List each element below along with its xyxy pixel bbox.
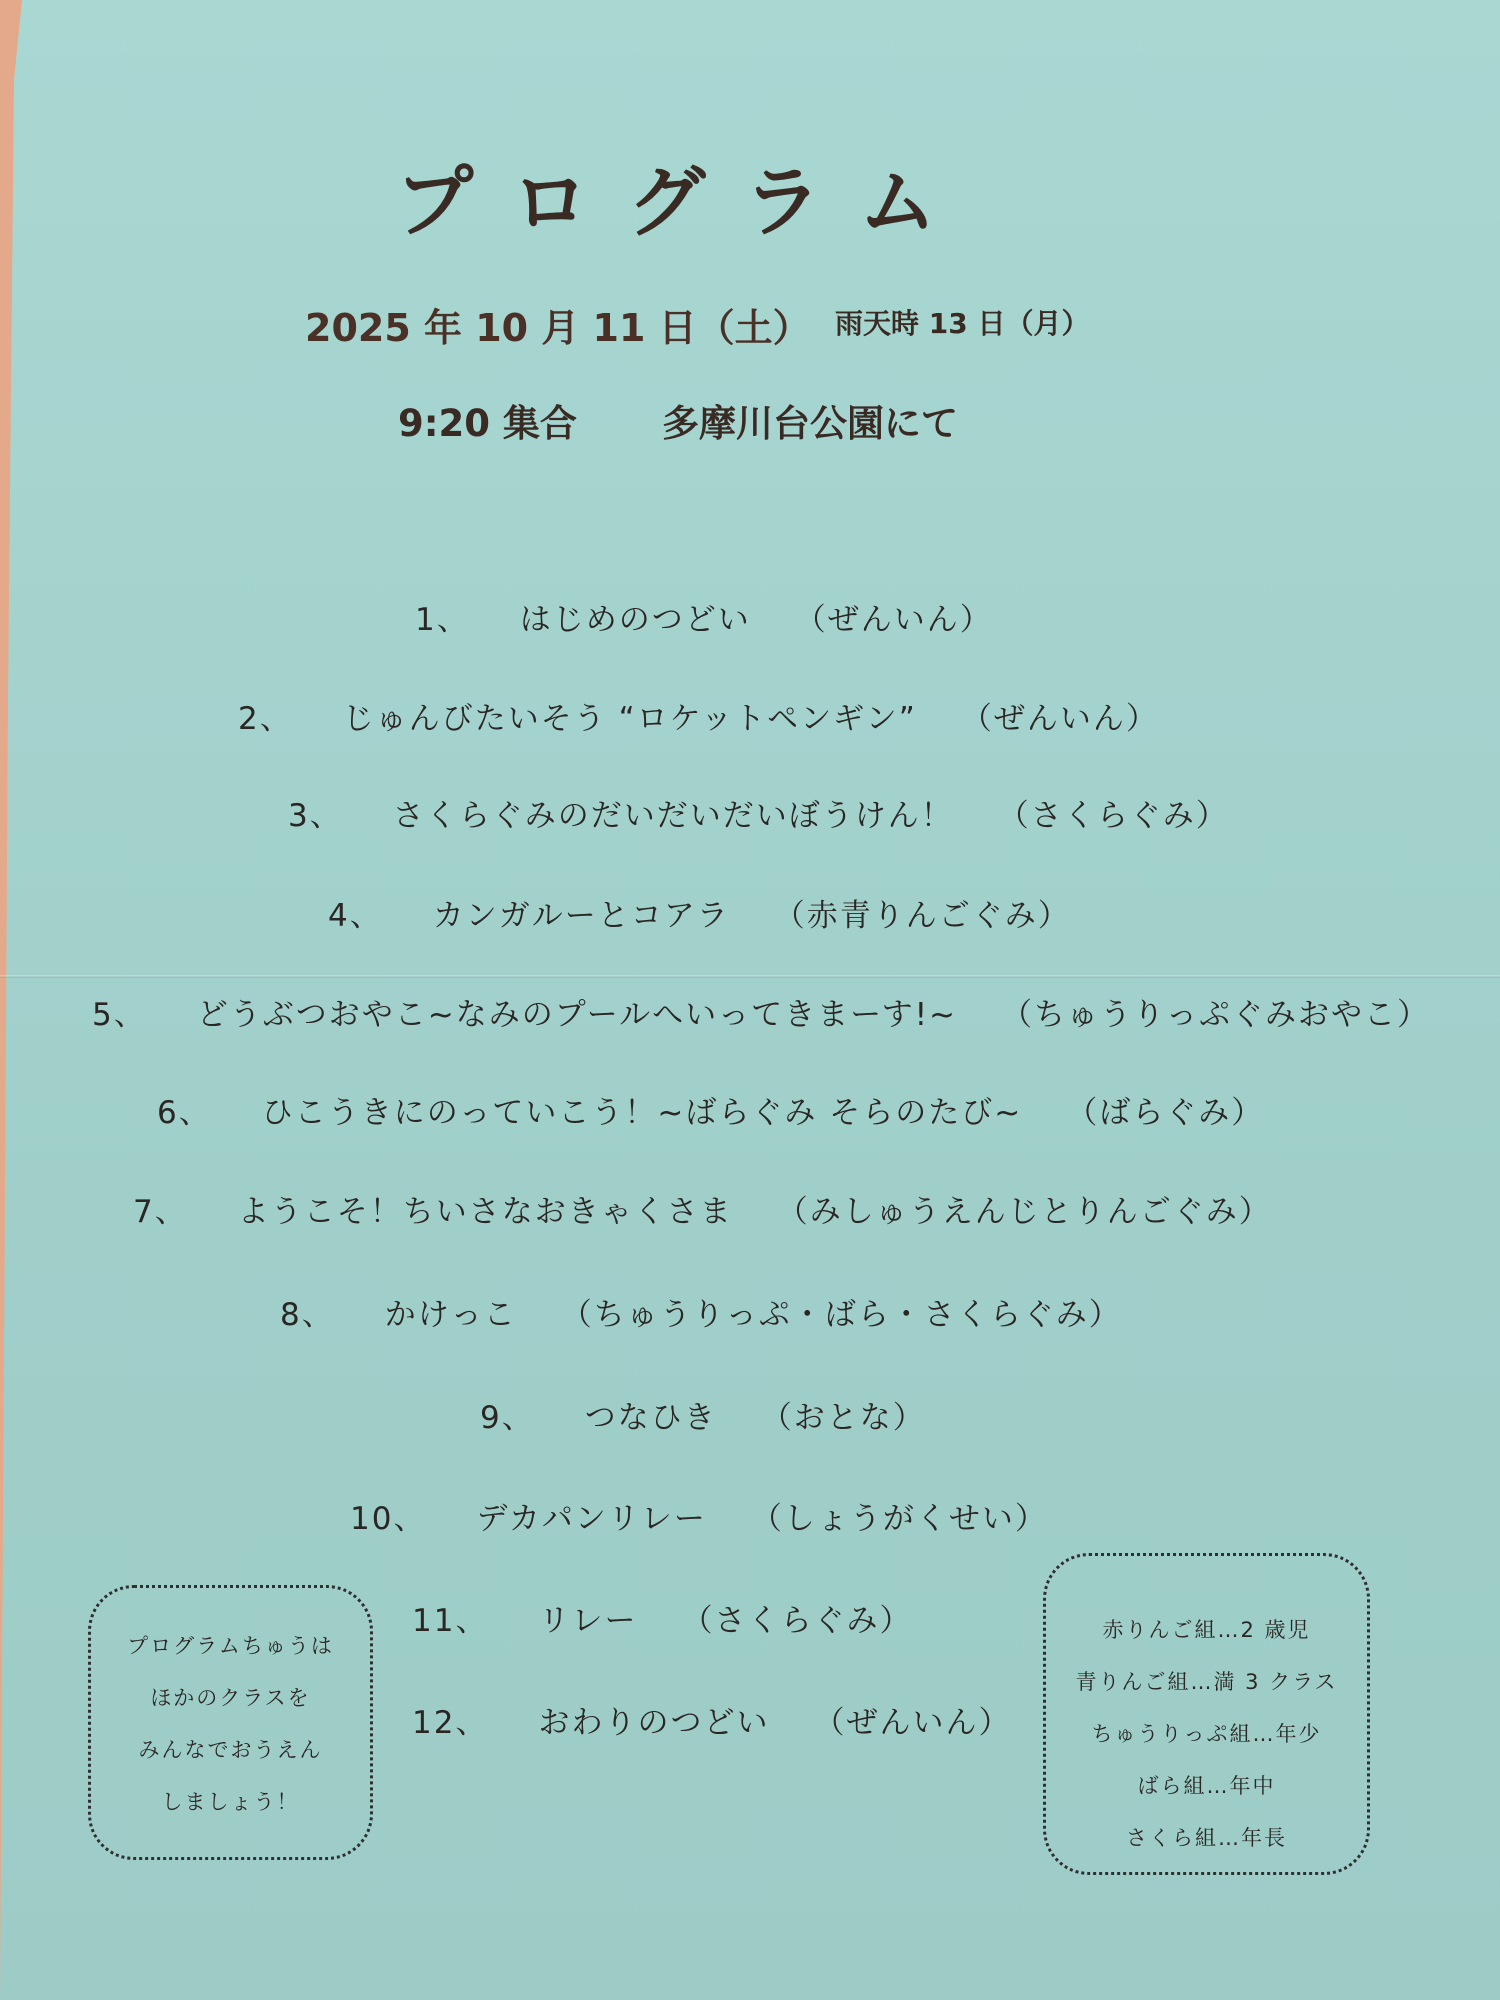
program-item-1 (415, 594, 993, 639)
class-legend-line: 青りんご組…満 3 クラス (1075, 1670, 1338, 1694)
program-item-6 (157, 1087, 1264, 1132)
program-name: デカパンリレー (476, 1501, 707, 1537)
program-number: 5、 (92, 997, 147, 1033)
program-name: ようこそ！ちいさなおきゃくさま (237, 1194, 733, 1230)
program-name: どうぶつおやこ~なみのプールへいってきまーす!~ (196, 997, 958, 1033)
program-name: カンガルーとコアラ (432, 898, 730, 934)
program-group: （ちゅうりっぷ・ばら・さくらぐみ） (560, 1297, 1122, 1333)
assembly-time: 9:20 集合 (398, 402, 577, 445)
program-number: 3、 (288, 798, 343, 834)
program-item-5 (92, 989, 1430, 1034)
note-line: しましょう！ (161, 1790, 300, 1814)
program-name: ひこうきにのっていこう！~ばらぐみ そらのたび~ (261, 1095, 1023, 1131)
program-group: （ぜんいん） (960, 701, 1159, 737)
program-number: 6、 (157, 1095, 212, 1131)
program-item-3 (288, 790, 1229, 835)
class-legend-box (1043, 1553, 1370, 1875)
program-number: 10、 (350, 1501, 427, 1537)
class-legend-line: ちゅうりっぷ組…年少 (1091, 1722, 1322, 1746)
page-title: プログラム (395, 158, 975, 248)
program-group: （しょうがくせい） (750, 1501, 1048, 1537)
program-item-7 (133, 1186, 1272, 1231)
event-date: 2025 年 10 月 11 日（土） (305, 306, 811, 350)
program-name: はじめのつどい (519, 602, 751, 638)
program-number: 9、 (480, 1400, 535, 1436)
program-group: （おとな） (760, 1400, 926, 1436)
program-name: さくらぐみのだいだいだいぼうけん！ (392, 798, 954, 834)
class-legend-line: 赤りんご組…2 歳児 (1102, 1618, 1311, 1642)
program-group: （ぜんいん） (794, 602, 993, 638)
class-legend-line: ばら組…年中 (1137, 1774, 1276, 1798)
program-number: 2、 (238, 701, 293, 737)
note-line: ほかのクラスを (150, 1686, 311, 1710)
fold-crease (0, 975, 1500, 978)
program-group: （さくらぐみ） (681, 1603, 913, 1639)
program-number: 11、 (412, 1603, 489, 1639)
program-group: （赤青りんごぐみ） (773, 898, 1071, 934)
event-location: 多摩川台公園にて (662, 402, 958, 445)
program-item-10 (350, 1493, 1048, 1538)
program-name: かけっこ (384, 1297, 517, 1333)
program-number: 12、 (412, 1705, 489, 1741)
program-number: 8、 (280, 1297, 335, 1333)
program-name: おわりのつどい (538, 1705, 770, 1741)
program-group: （ばらぐみ） (1066, 1095, 1265, 1131)
program-item-11 (412, 1595, 912, 1640)
program-item-2 (238, 693, 1159, 738)
program-number: 1、 (415, 602, 470, 638)
program-name: つなひき (584, 1400, 717, 1436)
program-number: 4、 (328, 898, 383, 934)
program-group: （みしゅうえんじとりんごぐみ） (776, 1194, 1272, 1230)
note-line: プログラムちゅうは (127, 1634, 334, 1658)
program-item-4 (328, 890, 1071, 935)
program-group: （さくらぐみ） (997, 798, 1229, 834)
program-group: （ぜんいん） (813, 1705, 1012, 1741)
cheer-note-box (88, 1585, 373, 1860)
program-item-8 (280, 1289, 1122, 1334)
rain-date: 雨天時 13 日（月） (835, 307, 1090, 340)
program-name: じゅんびたいそう “ロケットペンギン” (342, 701, 917, 737)
class-legend-line: さくら組…年長 (1126, 1826, 1287, 1850)
note-line: みんなでおうえん (138, 1738, 323, 1762)
program-group: （ちゅうりっぷぐみおやこ） (1001, 997, 1431, 1033)
program-name: リレー (538, 1603, 638, 1639)
program-number: 7、 (133, 1194, 188, 1230)
program-item-12 (412, 1697, 1011, 1742)
program-item-9 (480, 1392, 926, 1437)
